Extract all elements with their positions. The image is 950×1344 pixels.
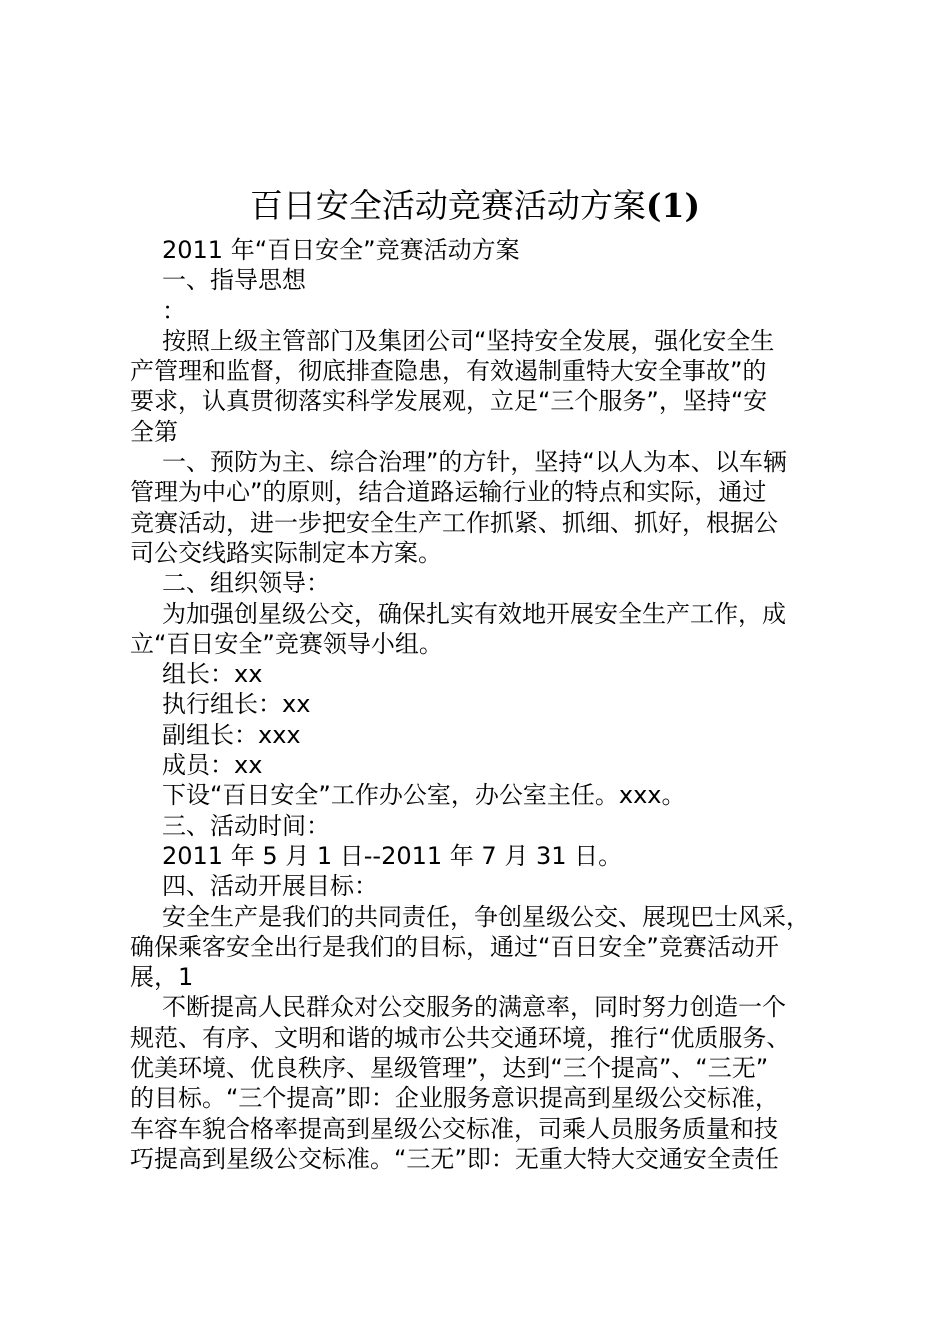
paragraph-line: 二、组织领导：	[162, 569, 330, 598]
paragraph	[130, 841, 830, 871]
paragraph-line: ：	[162, 296, 186, 325]
paragraph-line: 管理为中心”的原则，结合道路运输行业的特点和实际，通过	[130, 478, 767, 507]
paragraph	[130, 447, 830, 568]
paragraph-line: 四、活动开展目标：	[162, 872, 378, 901]
paragraph-line: 副组长：xxx	[162, 720, 301, 749]
paragraph-line: 组长：xx	[162, 660, 263, 689]
paragraph-line: 执行组长：xx	[162, 690, 311, 719]
paragraph	[130, 235, 830, 265]
paragraph	[130, 992, 830, 1174]
paragraph-line: 要求，认真贯彻落实科学发展观，立足“三个服务”，坚持“安	[130, 387, 768, 416]
paragraph-line: 为加强创星级公交，确保扎实有效地开展安全生产工作，成	[162, 599, 786, 628]
paragraph-line: 的目标。“三个提高”即：企业服务意识提高到星级公交标准，	[130, 1084, 779, 1113]
paragraph	[130, 689, 830, 719]
paragraph	[130, 902, 830, 993]
paragraph-line: 竞赛活动，进一步把安全生产工作抓紧、抓细、抓好，根据公	[130, 508, 778, 537]
paragraph-line: 车容车貌合格率提高到星级公交标准，司乘人员服务质量和技	[130, 1114, 778, 1143]
paragraph	[130, 296, 830, 326]
paragraph	[130, 780, 830, 810]
paragraph-line: 三、活动时间：	[162, 811, 330, 840]
paragraph-line: 按照上级主管部门及集团公司“坚持安全发展，强化安全生	[162, 326, 775, 355]
paragraph	[130, 568, 830, 598]
title-suffix: (1)	[645, 186, 701, 225]
paragraph-line: 确保乘客安全出行是我们的目标，通过“百日安全”竞赛活动开	[130, 932, 779, 961]
paragraph-line: 全第	[130, 417, 178, 446]
paragraph-line: 立“百日安全”竞赛领导小组。	[130, 629, 443, 658]
paragraph-line: 规范、有序、文明和谐的城市公共交通环境，推行“优质服务、	[130, 1023, 791, 1052]
paragraph	[130, 720, 830, 750]
document-body	[130, 235, 830, 1174]
title-main: 百日安全活动竞赛活动方案	[249, 186, 646, 225]
paragraph-line: 一、预防为主、综合治理”的方针，坚持“以人为本、以车辆	[162, 448, 787, 477]
paragraph-line: 产管理和监督，彻底排查隐患，有效遏制重特大安全事故”的	[130, 357, 767, 386]
paragraph-line: 安全生产是我们的共同责任，争创星级公交、展现巴士风采，	[162, 902, 810, 931]
document-title	[0, 184, 950, 228]
paragraph-line: 司公交线路实际制定本方案。	[130, 538, 442, 567]
paragraph-line: 2011 年 5 月 1 日--2011 年 7 月 31 日。	[162, 841, 623, 870]
paragraph-line: 不断提高人民群众对公交服务的满意率，同时努力创造一个	[162, 993, 786, 1022]
paragraph-line: 2011 年“百日安全”竞赛活动方案	[162, 236, 520, 264]
paragraph-line: 成员：xx	[162, 751, 263, 780]
paragraph-line: 巧提高到星级公交标准。“三无”即：无重大特大交通安全责任	[130, 1144, 779, 1173]
paragraph	[130, 750, 830, 780]
paragraph	[130, 265, 830, 295]
paragraph-line: 展，1	[130, 963, 194, 992]
paragraph	[130, 811, 830, 841]
paragraph	[130, 659, 830, 689]
paragraph-line: 一、指导思想	[162, 266, 306, 295]
paragraph	[130, 599, 830, 660]
paragraph	[130, 871, 830, 901]
paragraph-line: 优美环境、优良秩序、星级管理”，达到“三个提高”、“三无”	[130, 1054, 769, 1083]
paragraph-line: 下设“百日安全”工作办公室，办公室主任。xxx。	[162, 781, 686, 810]
paragraph	[130, 326, 830, 447]
